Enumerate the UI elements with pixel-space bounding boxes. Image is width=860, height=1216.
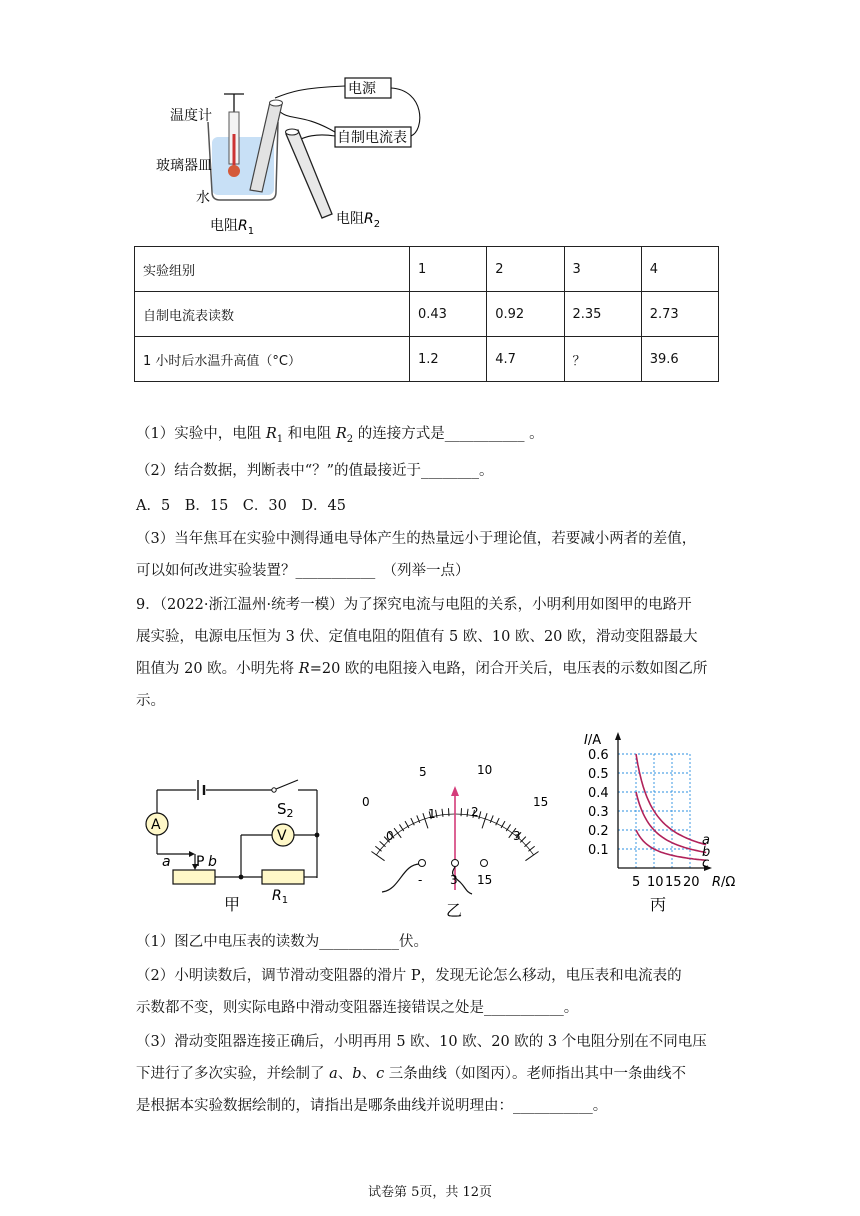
ir-graph-bing <box>580 728 750 916</box>
curve-label-b: b <box>702 845 711 860</box>
outer-tick-10: 10 <box>477 763 493 777</box>
label-thermometer: 温度计 <box>170 108 212 124</box>
q9-sub2-line1: （2）小明读数后，调节滑动变阻器的滑片 P，发现无论怎么移动，电压表和电流表的 <box>136 968 682 984</box>
label-water: 水 <box>196 190 210 206</box>
dial-tick <box>442 809 443 817</box>
q9-line1: 9．（2022·浙江温州·统考一模）为了探究电流与电阻的关系，小明利用如图甲的电路开 <box>136 597 692 613</box>
y-tick-label: 0.2 <box>588 824 609 839</box>
x-tick-label: 5 <box>632 875 641 890</box>
slider-label: P <box>196 854 205 870</box>
dial-tick <box>380 841 386 846</box>
circuit-figure-jia <box>140 772 340 922</box>
label-power: 电源 <box>348 81 376 97</box>
end-b-label: b <box>208 854 217 870</box>
table-row: 1 小时后水温升高值（°C） 1.2 4.7 ？ 39.6 <box>135 337 719 382</box>
q8-part2: （2）结合数据，判断表中“？”的值最接近于________。 <box>136 463 494 479</box>
outer-tick-0: 0 <box>362 795 370 809</box>
resistor-r1-box <box>262 870 304 884</box>
y-tick-label: 0.3 <box>588 805 609 820</box>
data-table <box>134 246 719 382</box>
q9-sub2-line2: 示数都不变，则实际电路中滑动变阻器连接错误之处是___________。 <box>136 1000 579 1016</box>
x-tick-label: 10 <box>647 875 664 890</box>
x-tick-label: 15 <box>665 875 682 890</box>
end-a-label: a <box>162 854 171 870</box>
terminal-3: 3 <box>450 873 458 887</box>
outer-tick-5: 5 <box>419 765 427 779</box>
y-tick-label: 0.5 <box>588 767 609 782</box>
q9-sub3-line3: 是根据本实验数据绘制的，请指出是哪条曲线并说明理由：___________。 <box>136 1098 608 1114</box>
switch-label: $S_2$ <box>277 800 294 820</box>
r1-label: $R_1$ <box>272 888 289 906</box>
inner-tick-1: 1 <box>428 807 436 821</box>
dial-tick <box>482 813 487 828</box>
dial-tick <box>448 808 449 816</box>
label-dish: 玻璃器皿 <box>156 158 212 174</box>
resistor-r2-icon <box>286 129 333 218</box>
inner-tick-2: 2 <box>471 805 479 819</box>
label-r2: 电阻$R_2$ <box>336 211 381 230</box>
x-tick-label: 20 <box>683 875 700 890</box>
switch-icon <box>276 780 298 789</box>
q8-part1: （1）实验中，电阻 $R_1$ 和电阻 $R_2$ 的连接方式是___________ 。 <box>136 426 544 445</box>
q9-sub3-line1: （3）滑动变阻器连接正确后，小明再用 5 欧、10 欧、20 欧的 3 个电阻分别在不同电压 <box>136 1034 707 1050</box>
outer-tick-15: 15 <box>533 795 549 809</box>
figure-label-yi: 乙 <box>446 901 463 920</box>
dial-tick <box>479 811 481 819</box>
y-axis-label: I/A <box>584 733 602 748</box>
y-tick-label: 0.6 <box>588 748 609 763</box>
q9-line3: 阻值为 20 欧。小明先将 R=20 欧的电阻接入电路，闭合开关后，电压表的示数如图乙所 <box>136 661 708 677</box>
terminal-minus: - <box>418 873 423 887</box>
figure-label-bing: 丙 <box>650 895 667 914</box>
label-ammeter: 自制电流表 <box>337 130 407 146</box>
dial-tick <box>520 837 526 843</box>
page-footer: 试卷第 5页，共 12页 <box>367 1185 493 1200</box>
dial-tick <box>461 808 462 816</box>
apparatus-figure <box>150 72 440 237</box>
curve-label-c: c <box>702 856 710 871</box>
figure-label-jia: 甲 <box>224 895 241 914</box>
curve-c <box>636 830 706 860</box>
q8-options: A．5 B．15 C．30 D．45 <box>136 498 346 514</box>
terminal-15: 15 <box>477 873 493 887</box>
dial-tick <box>436 810 438 818</box>
graph-curves <box>636 754 706 860</box>
q8-part3-line2: 可以如何改进实验装置？___________ （列举一点） <box>136 563 470 579</box>
q9-sub1: （1）图乙中电压表的读数为___________伏。 <box>136 934 428 950</box>
voltmeter-label: V <box>277 828 287 844</box>
q9-sub3-line2: 下进行了多次实验，并绘制了 a、b、c 三条曲线（如图丙）。老师指出其中一条曲线不 <box>136 1066 687 1082</box>
y-tick-label: 0.4 <box>588 786 609 801</box>
y-tick-label: 0.1 <box>588 843 609 858</box>
dial-tick <box>524 841 530 846</box>
table-row: 实验组别 1 2 3 4 <box>135 247 719 292</box>
rheostat-icon <box>173 870 215 884</box>
terminal-3-icon <box>452 860 459 867</box>
table-row: 自制电流表读数 0.43 0.92 2.35 2.73 <box>135 292 719 337</box>
curve-a <box>636 754 706 845</box>
q9-line4: 示。 <box>136 693 165 709</box>
label-r1: 电阻$R_1$ <box>210 218 255 237</box>
inner-tick-0: 0 <box>386 829 394 843</box>
x-axis-label: R/Ω <box>712 875 736 890</box>
curve-label-a: a <box>702 833 710 848</box>
q9-line2: 展实验，电源电压恒为 3 伏、定值电阻的阻值有 5 欧、10 欧、20 欧，滑动变阻器最大 <box>136 629 698 645</box>
dial-tick <box>467 809 468 817</box>
inner-tick-3: 3 <box>513 829 521 843</box>
q8-part3-line1: （3）当年焦耳在实验中测得通电导体产生的热量远小于理论值，若要减小两者的差值， <box>136 531 697 547</box>
ammeter-label: A <box>151 817 161 833</box>
voltmeter-figure-yi <box>352 760 562 922</box>
